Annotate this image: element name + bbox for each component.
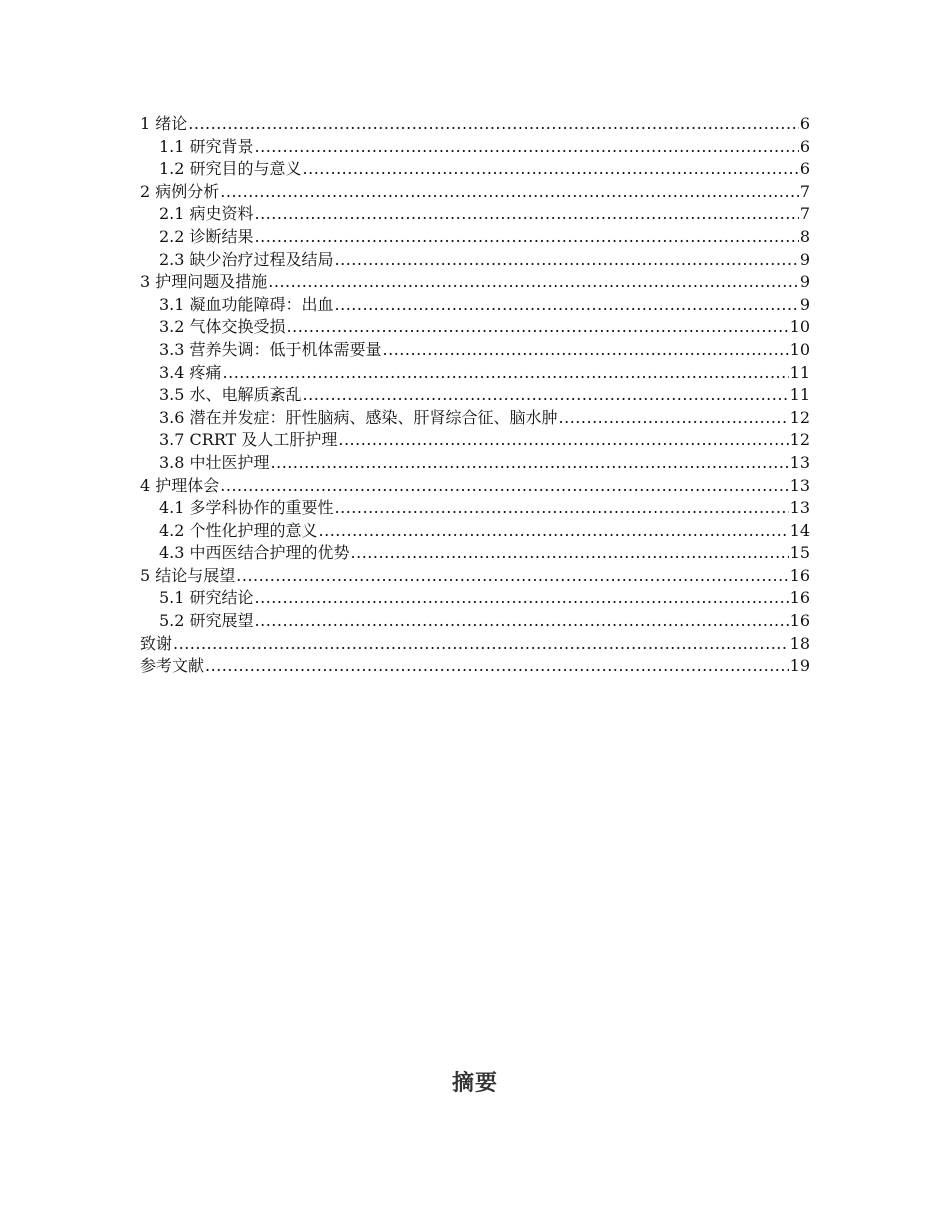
toc-entry[interactable] — [140, 384, 810, 407]
toc-entry[interactable] — [140, 226, 810, 249]
toc-dot-leader — [255, 610, 789, 633]
toc-entry-label: 2 病例分析 — [140, 181, 220, 201]
toc-dot-leader — [383, 339, 789, 362]
toc-dot-leader — [223, 362, 789, 385]
toc-entry-label: 4.1 多学科协作的重要性 — [159, 498, 334, 518]
toc-entry[interactable] — [140, 407, 810, 430]
toc-entry-label: 1.1 研究背景 — [159, 136, 254, 156]
toc-entry-page-number: 7 — [799, 181, 810, 201]
toc-dot-leader — [173, 633, 789, 656]
toc-dot-leader — [205, 655, 789, 678]
toc-dot-leader — [319, 520, 789, 543]
toc-entry-label: 4.3 中西医结合护理的优势 — [159, 543, 350, 563]
toc-entry[interactable] — [140, 113, 810, 136]
toc-entry-page-number: 11 — [789, 385, 810, 405]
toc-dot-leader — [559, 407, 789, 430]
toc-entry-label: 3.7 CRRT 及人工肝护理 — [159, 430, 338, 450]
toc-entry-label: 3 护理问题及措施 — [140, 272, 268, 292]
toc-dot-leader — [255, 587, 789, 610]
toc-entry-label: 参考文献 — [140, 656, 205, 676]
toc-entry-label: 4 护理体会 — [140, 475, 220, 495]
toc-entry-page-number: 10 — [789, 317, 810, 337]
abstract-heading: 摘要 — [451, 1071, 498, 1096]
toc-entry-label: 2.3 缺少治疗过程及结局 — [159, 249, 334, 269]
toc-entry[interactable] — [140, 520, 810, 543]
toc-entry[interactable] — [140, 542, 810, 565]
toc-dot-leader — [268, 271, 799, 294]
toc-entry[interactable] — [140, 610, 810, 633]
toc-entry[interactable] — [140, 316, 810, 339]
toc-entry-page-number: 14 — [789, 520, 810, 540]
toc-entry-page-number: 6 — [799, 159, 810, 179]
toc-entry[interactable] — [140, 339, 810, 362]
toc-entry-label: 致谢 — [140, 633, 173, 653]
toc-entry-label: 3.3 营养失调：低于机体需要量 — [159, 339, 382, 359]
toc-entry-page-number: 11 — [789, 362, 810, 382]
toc-dot-leader — [255, 226, 799, 249]
toc-entry-label: 5.2 研究展望 — [159, 611, 254, 631]
toc-entry-page-number: 6 — [799, 136, 810, 156]
toc-entry-label: 2.1 病史资料 — [159, 204, 254, 224]
toc-entry-page-number: 9 — [799, 294, 810, 314]
toc-entry-page-number: 13 — [789, 452, 810, 472]
toc-entry[interactable] — [140, 633, 810, 656]
toc-entry[interactable] — [140, 203, 810, 226]
toc-entry-page-number: 12 — [789, 430, 810, 450]
toc-dot-leader — [303, 384, 789, 407]
toc-entry[interactable] — [140, 362, 810, 385]
toc-entry-page-number: 19 — [789, 656, 810, 676]
toc-dot-leader — [220, 181, 799, 204]
toc-entry-label: 2.2 诊断结果 — [159, 226, 254, 246]
toc-entry-page-number: 12 — [789, 407, 810, 427]
toc-dot-leader — [188, 113, 799, 136]
toc-entry-label: 5 结论与展望 — [140, 565, 236, 585]
toc-dot-leader — [335, 249, 799, 272]
toc-entry[interactable] — [140, 294, 810, 317]
toc-dot-leader — [255, 203, 799, 226]
toc-entry-page-number: 7 — [799, 204, 810, 224]
toc-entry-label: 3.5 水、电解质紊乱 — [159, 385, 302, 405]
toc-entry-page-number: 8 — [799, 226, 810, 246]
toc-entry-label: 1 绪论 — [140, 114, 188, 133]
toc-entry-page-number: 13 — [789, 475, 810, 495]
toc-entry-label: 3.6 潜在并发症：肝性脑病、感染、肝肾综合征、脑水肿 — [159, 407, 558, 427]
toc-dot-leader — [335, 497, 789, 520]
toc-entry-label: 3.1 凝血功能障碍：出血 — [159, 294, 334, 314]
toc-dot-leader — [335, 294, 799, 317]
toc-entry[interactable] — [140, 249, 810, 272]
toc-entry[interactable] — [140, 475, 810, 498]
toc-entry-label: 4.2 个性化护理的意义 — [159, 520, 318, 540]
toc-dot-leader — [236, 565, 788, 588]
toc-entry-page-number: 16 — [789, 588, 810, 608]
toc-entry-label: 3.2 气体交换受损 — [159, 317, 286, 337]
toc-entry-page-number: 18 — [789, 633, 810, 653]
toc-dot-leader — [287, 316, 789, 339]
toc-dot-leader — [271, 452, 789, 475]
toc-entry-page-number: 13 — [789, 498, 810, 518]
toc-dot-leader — [338, 429, 788, 452]
toc-entry[interactable] — [140, 655, 810, 678]
toc-entry-page-number: 16 — [789, 611, 810, 631]
toc-entry-page-number: 15 — [789, 543, 810, 563]
toc-entry-label: 1.2 研究目的与意义 — [159, 159, 302, 179]
toc-dot-leader — [303, 158, 799, 181]
toc-entry-page-number: 10 — [789, 339, 810, 359]
toc-entry-page-number: 6 — [799, 114, 810, 133]
toc-entry-label: 5.1 研究结论 — [159, 588, 254, 608]
toc-entry-page-number: 16 — [789, 565, 810, 585]
toc-entry[interactable] — [140, 158, 810, 181]
toc-entry[interactable] — [140, 565, 810, 588]
toc-dot-leader — [220, 475, 788, 498]
toc-dot-leader — [255, 136, 799, 159]
toc-entry[interactable] — [140, 181, 810, 204]
toc-entry[interactable] — [140, 429, 810, 452]
toc-entry-label: 3.4 疼痛 — [159, 362, 222, 382]
toc-entry-page-number: 9 — [799, 249, 810, 269]
toc-dot-leader — [351, 542, 789, 565]
toc-entry[interactable] — [140, 587, 810, 610]
toc-entry[interactable] — [140, 136, 810, 159]
table-of-contents — [140, 113, 810, 678]
toc-entry[interactable] — [140, 271, 810, 294]
toc-entry[interactable] — [140, 497, 810, 520]
toc-entry[interactable] — [140, 452, 810, 475]
toc-entry-label: 3.8 中壮医护理 — [159, 452, 270, 472]
toc-entry-page-number: 9 — [799, 272, 810, 292]
